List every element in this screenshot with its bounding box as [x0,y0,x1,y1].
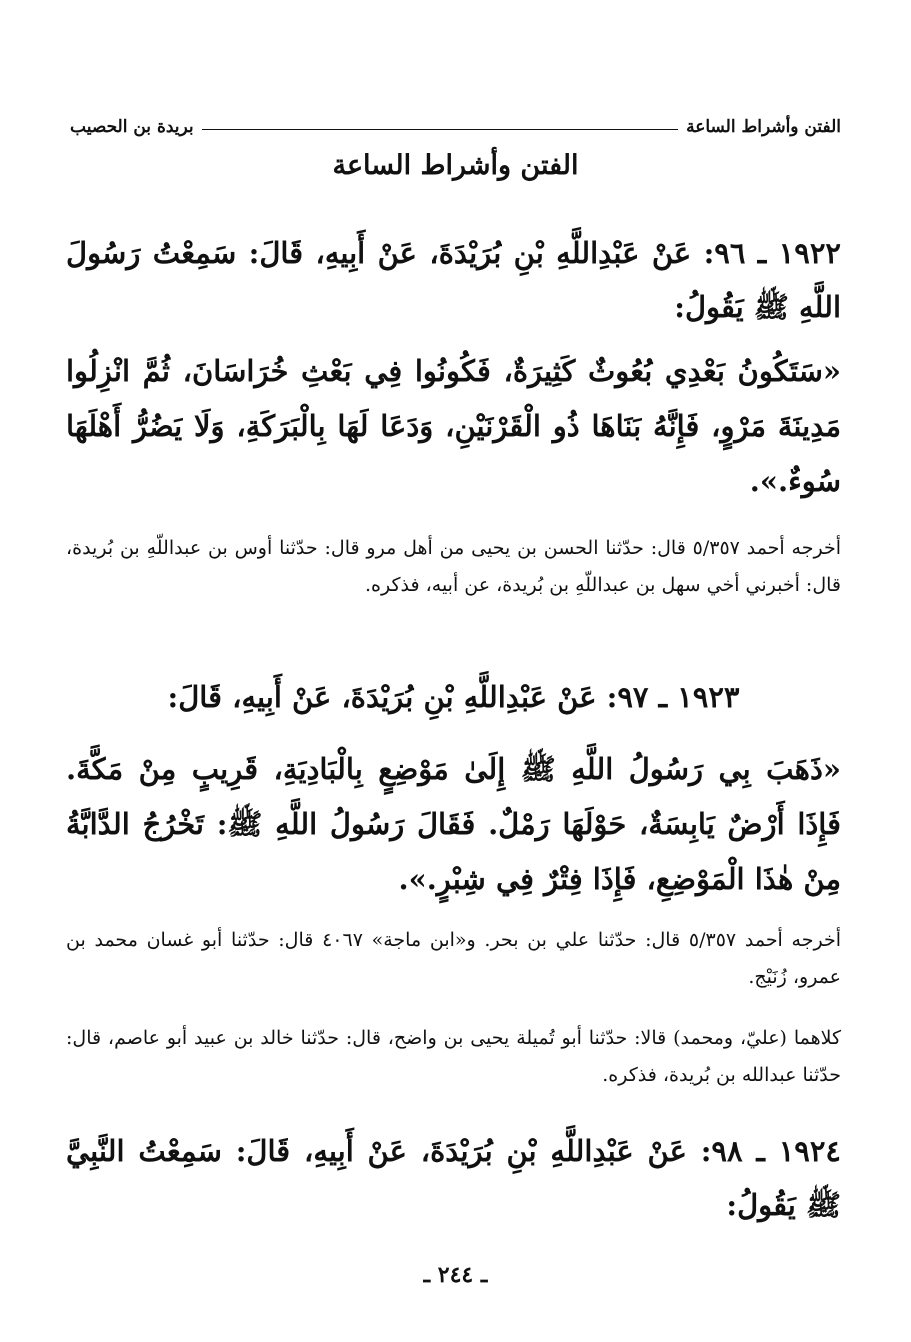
header-book-title: الفتن وأشراط الساعة [686,117,841,137]
chapter-title: الفتن وأشراط الساعة [332,150,579,181]
header-narrator-name: بريدة بن الحصيب [70,117,194,137]
header-rule [202,129,678,130]
hadith-1922-takhrij: أخرجه أحمد ٥/٣٥٧ قال: حدّثنا الحسن بن يحيى من أهل مرو قال: حدّثنا أوس بن عبداللّهِ بن بُريدة، قال: أخبرني أخي سهل بن عبداللّهِ بن بُريدة، عن أبيه، فذكره. [66,537,841,596]
hadith-1922-text: «سَتَكُونُ بَعْدِي بُعُوثٌ كَثِيرَةٌ، فَكُونُوا فِي بَعْثِ خُرَاسَانَ، ثُمَّ انْزِلُوا مَدِينَةَ مَرْوٍ، فَإِنَّهُ بَنَاهَا ذُو الْقَرْنَيْنِ، وَدَعَا لَهَا بِالْبَرَكَةِ، وَلَا يَضُرُّ أَهْلَهَا سُوءٌ.». [66,354,841,498]
hadith-1923-takhrij-2: كلاهما (عليّ، ومحمد) قالا: حدّثنا أبو تُميلة يحيى بن واضح، قال: حدّثنا خالد بن عبيد أبو عاصم، قال: حدّثنا عبدالله بن بُريدة، فذكره. [66,1027,841,1086]
hadith-1923-takhrij-1: أخرجه أحمد ٥/٣٥٧ قال: حدّثنا علي بن بحر. و«ابن ماجة» ٤٠٦٧ قال: حدّثنا أبو غسان محمد بن عمرو، زُنَيْج. [66,929,841,988]
hadith-1923-heading: ١٩٢٣ ـ ٩٧: عَنْ عَبْدِاللَّهِ بْنِ بُرَيْدَةَ، عَنْ أَبِيهِ، قَالَ: [167,680,740,714]
page-number: ـ ٢٤٤ ـ [423,1262,488,1288]
running-header [70,112,841,142]
hadith-1923-text: «ذَهَبَ بِي رَسُولُ اللَّهِ ﷺ إِلَىٰ مَوْضِعٍ بِالْبَادِيَةِ، قَرِيبٍ مِنْ مَكَّةَ. فَإِذَا أَرْضٌ يَابِسَةٌ، حَوْلَهَا رَمْلٌ. فَقَالَ رَسُولُ اللَّهِ ﷺ: تَخْرُجُ الدَّابَّةُ مِنْ هٰذَا الْمَوْضِعِ، فَإِذَا فِتْرٌ فِي شِبْرٍ.». [66,752,841,896]
hadith-1922-heading: ١٩٢٢ ـ ٩٦: عَنْ عَبْدِاللَّهِ بْنِ بُرَيْدَةَ، عَنْ أَبِيهِ، قَالَ: سَمِعْتُ رَسُولَ اللَّهِ ﷺ يَقُولُ: [66,236,841,324]
hadith-1924-heading: ١٩٢٤ ـ ٩٨: عَنْ عَبْدِاللَّهِ بْنِ بُرَيْدَةَ، عَنْ أَبِيهِ، قَالَ: سَمِعْتُ النَّبِيَّ ﷺ يَقُولُ: [66,1134,841,1222]
